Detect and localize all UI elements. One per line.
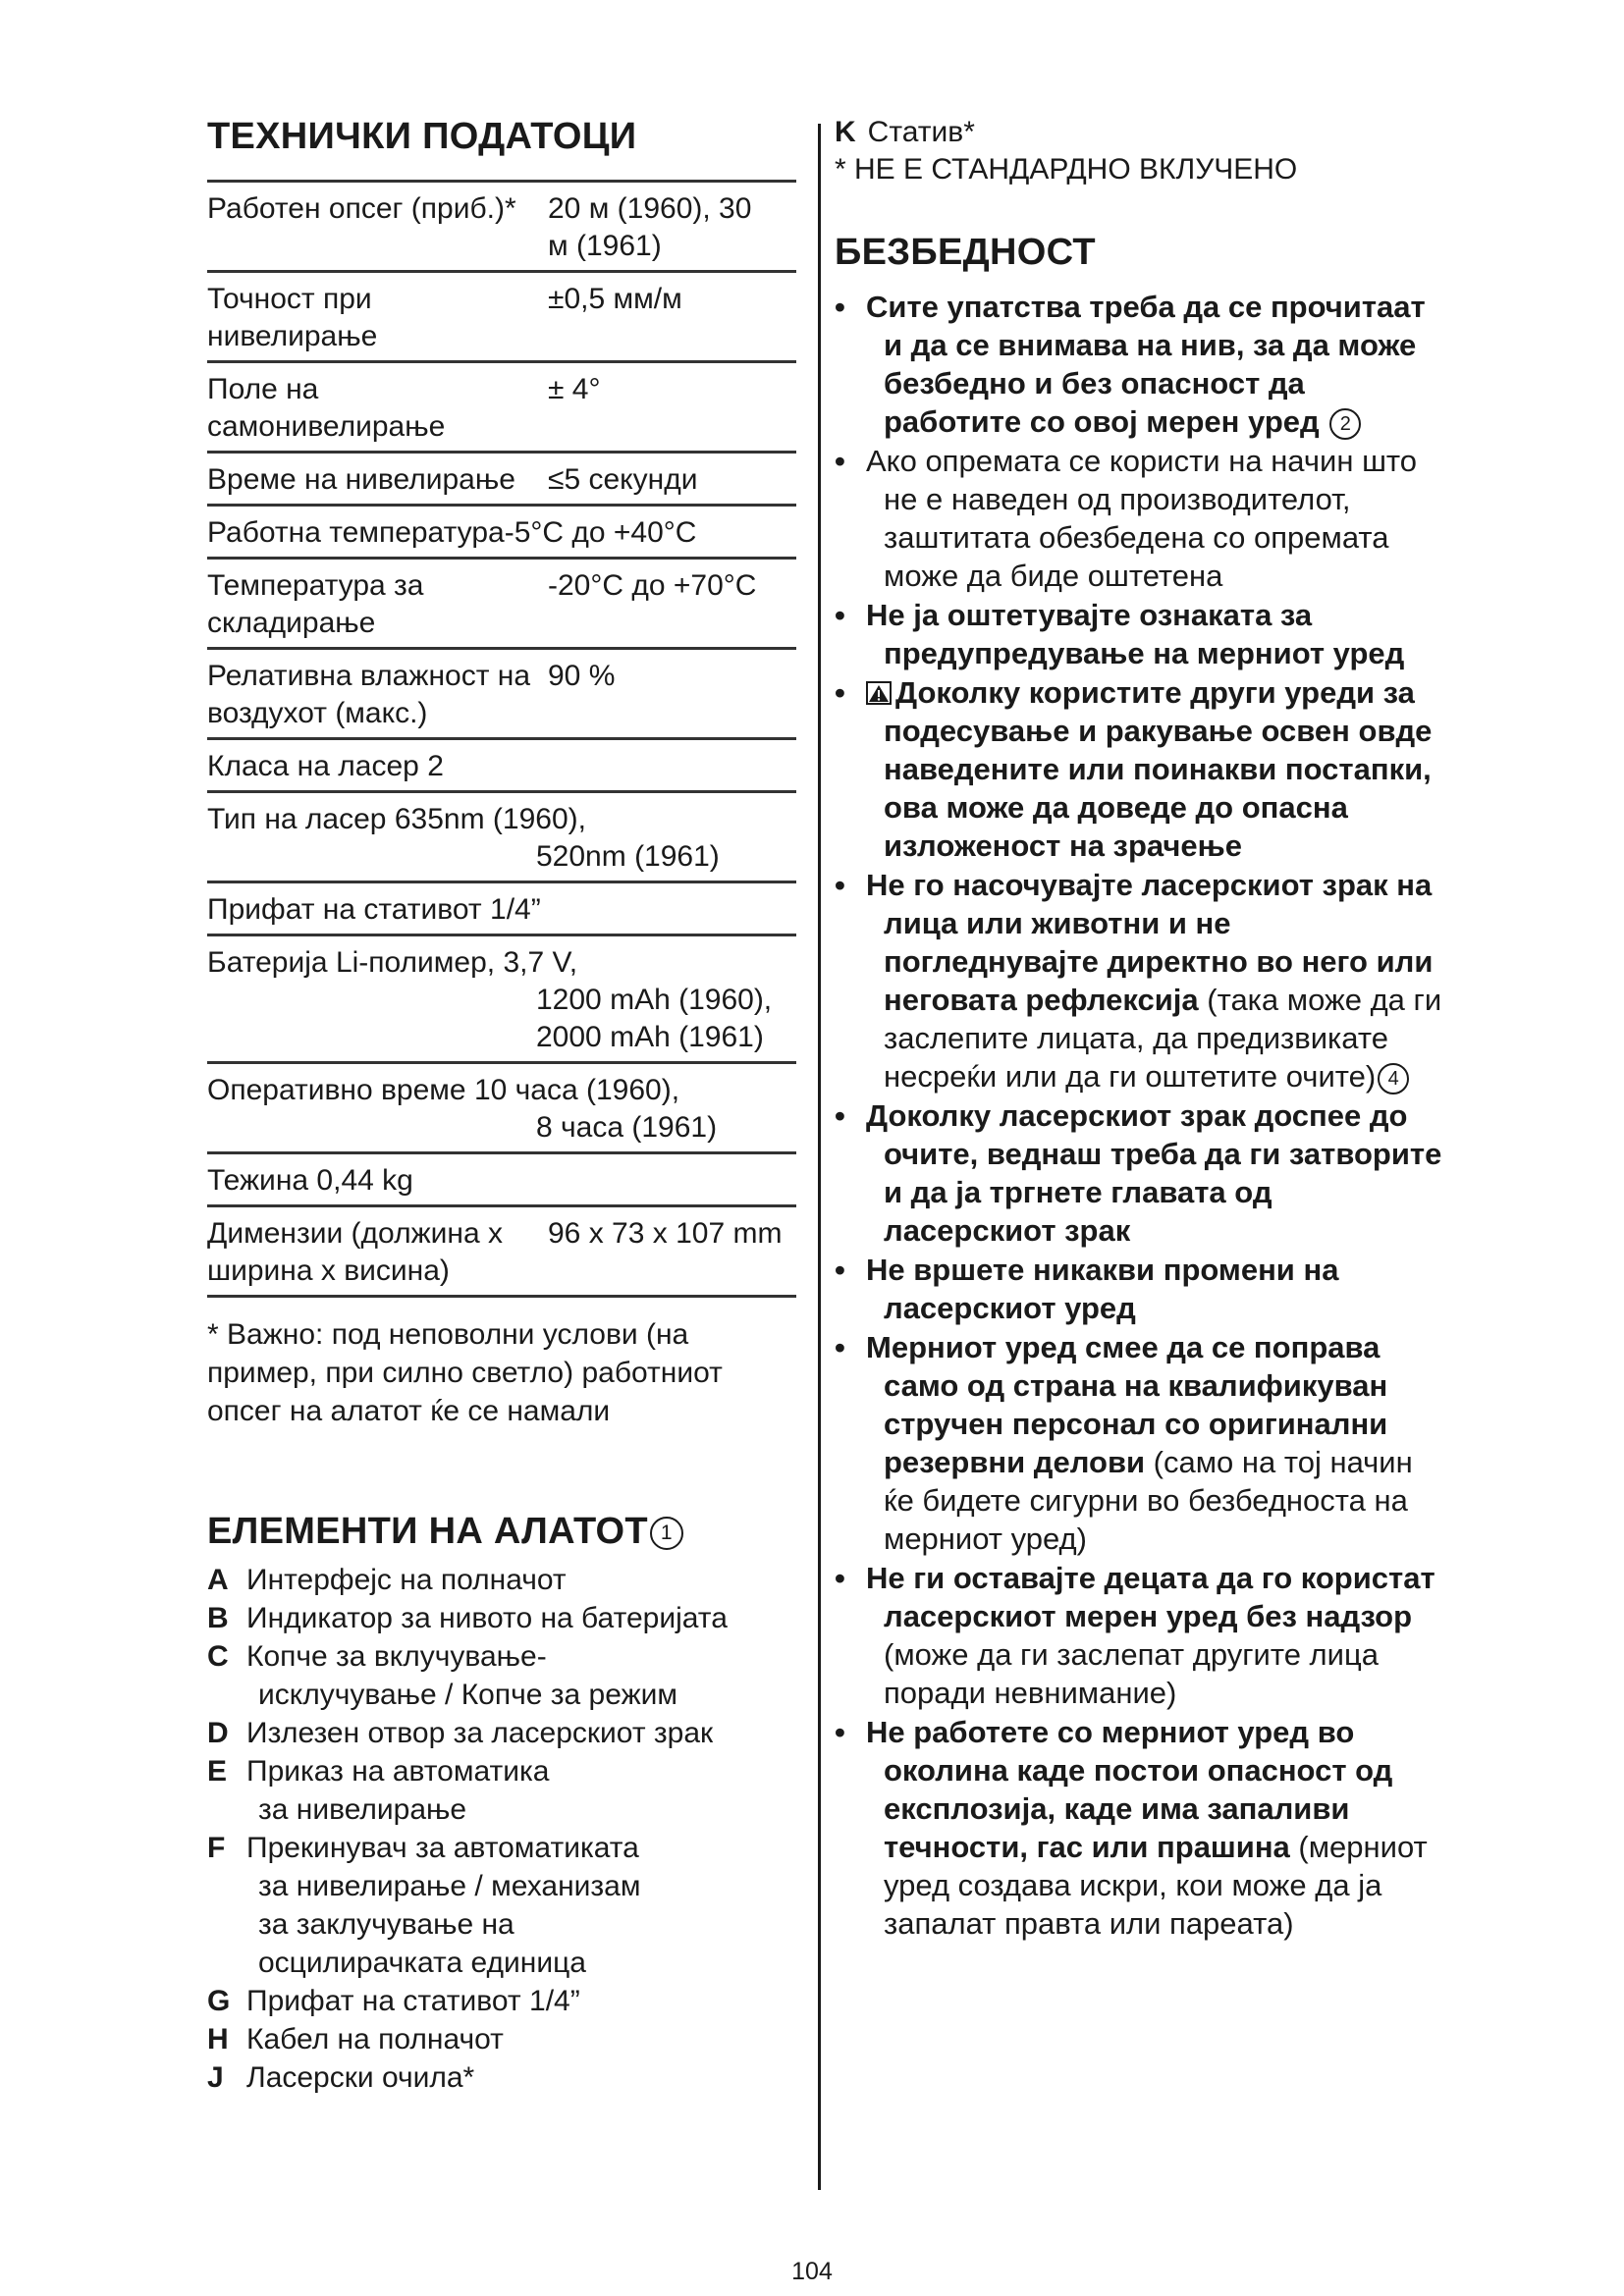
safety-text: (мерниот уред создава искри, кои може да ја запалат правта или пареата)	[884, 1830, 1428, 1941]
table-row	[207, 182, 796, 272]
spec-full-line	[207, 935, 796, 1063]
elements-title	[207, 1511, 796, 1553]
spec-full-line	[207, 1063, 796, 1153]
safety-bold-text: Не вршете никакви промени на ласерскиот уред	[866, 1253, 1339, 1325]
spec-value-cont: 2000 mAh (1961)	[536, 1021, 764, 1053]
safety-text: (така може да ги заслепите лицата, да предизвикате несреќи или да ги оштетите очите)	[884, 983, 1442, 1094]
part-key: C	[207, 1640, 229, 1673]
part-text: Индикатор за нивото на батеријата	[246, 1602, 728, 1634]
spec-value: 635nm (1960),	[394, 803, 586, 835]
spec-full-line	[207, 1153, 796, 1206]
part-key: E	[207, 1755, 228, 1788]
table-row	[207, 506, 796, 559]
part-key: D	[207, 1717, 229, 1749]
list-item	[835, 1713, 1443, 1943]
part-text-cont: за заклучување на	[258, 1908, 514, 1941]
spec-label: Време на нивелирање	[207, 463, 515, 496]
spec-label: Работен опсег (приб.)*	[207, 192, 516, 225]
part-text-cont: за нивелирање	[258, 1793, 467, 1826]
table-row	[207, 362, 796, 453]
part-text: Ласерски очила*	[246, 2061, 475, 2094]
part-key: F	[207, 1832, 226, 1864]
spec-value: 90 %	[548, 660, 616, 692]
spec-value-cont: 8 часа (1961)	[536, 1111, 718, 1144]
list-item	[835, 596, 1443, 672]
bullet: •	[835, 1098, 845, 1133]
part-text-cont: исклучување / Копче за режим	[258, 1679, 678, 1711]
safety-bold-text: Не ги оставајте децата да го користат ласерскиот мерен уред без надзор	[866, 1561, 1435, 1633]
safety-bold-text: Доколку користите други уреди за подесување и ракување освен овде наведените или поинакви постапки, ова може да доведе до опасна изложеност на зрачење	[884, 675, 1433, 863]
part-key: G	[207, 1985, 231, 2017]
part-text: Статив*	[867, 116, 975, 148]
list-item	[835, 442, 1443, 595]
spec-value: ± 4°	[548, 373, 601, 405]
list-item	[207, 1714, 796, 1752]
safety-bold-text: Не го насочувајте ласерскиот зрак на лица или животни и не погледнувајте директно во него или неговата рефлексија	[866, 868, 1434, 1017]
spec-value-cont: 1200 mAh (1960),	[536, 984, 773, 1016]
figure-ref-badge: 4	[1378, 1063, 1409, 1095]
list-item	[207, 1637, 796, 1714]
safety-title: БЕЗБЕДНОСТ	[835, 232, 1096, 273]
spec-full-line	[207, 792, 796, 882]
spec-value: 96 x 73 x 107 mm	[548, 1217, 783, 1250]
tech-data-title: ТЕХНИЧКИ ПОДАТОЦИ	[207, 116, 637, 157]
safety-bold-text: Доколку ласерскиот зрак доспее до очите, веднаш треба да ги затворите и да ја тргнете главата од ласерскиот зрак	[866, 1098, 1442, 1248]
spec-full-line	[207, 506, 796, 559]
spec-label: Работна температура	[207, 516, 505, 549]
bullet: •	[835, 1715, 845, 1749]
part-key: K	[835, 116, 856, 148]
spec-value: 0,44 kg	[316, 1164, 413, 1197]
spec-label: Поле на самонивелирање	[207, 373, 446, 443]
spec-value: -5°C до +40°C	[504, 516, 697, 549]
spec-label: Батерија	[207, 946, 328, 979]
part-key: A	[207, 1564, 229, 1596]
not-included-note: * НЕ Е СТАНДАРДНО ВКЛУЧЕНО	[835, 153, 1298, 186]
part-text: Интерфејс на полначот	[246, 1564, 567, 1596]
safety-bold-text: Не ја оштетувајте ознаката за предупредување на мерниот уред	[866, 598, 1405, 670]
elements-title-text: ЕЛЕМЕНТИ НА АЛАТОТ	[207, 1511, 648, 1552]
part-text: Прекинувач за автоматиката	[246, 1832, 639, 1864]
spec-value: Li-полимер, 3,7 V,	[335, 946, 578, 979]
page-number: 104	[791, 2258, 833, 2285]
table-row	[207, 272, 796, 362]
list-item	[207, 1829, 796, 1982]
list-item	[835, 1328, 1443, 1558]
spec-label: Температура за складирање	[207, 569, 424, 639]
safety-text: (може да ги заслепат другите лица поради невнимание)	[884, 1637, 1379, 1710]
laser-warning-icon	[866, 681, 892, 705]
column-divider	[818, 124, 821, 2190]
spec-value: 1/4”	[490, 893, 541, 926]
list-item	[207, 1561, 796, 1599]
safety-bold-text: Мерниот уред смее да се поправа само од страна на квалификуван стручен персонал со оригинални резервни делови	[866, 1330, 1388, 1479]
table-row	[207, 739, 796, 792]
list-item	[207, 1752, 796, 1829]
part-text: Излезен отвор за ласерскиот зрак	[246, 1717, 714, 1749]
left-column	[207, 108, 796, 2097]
spec-value: ±0,5 мм/м	[548, 283, 682, 315]
spec-label: Оперативно време	[207, 1074, 466, 1106]
bullet: •	[835, 1253, 845, 1287]
table-row	[207, 1206, 796, 1297]
table-row	[207, 935, 796, 1063]
list-item	[207, 1982, 796, 2020]
bullet: •	[835, 1561, 845, 1595]
spec-value: 10 часа (1960),	[473, 1074, 680, 1106]
part-text: Кабел на полначот	[246, 2023, 504, 2056]
safety-list	[835, 288, 1443, 1943]
spec-label: Димензии (должина x ширина x висина)	[207, 1217, 503, 1287]
safety-text: (само на тој начин ќе бидете сигурни во безбедноста на мерниот уред)	[884, 1445, 1413, 1556]
spec-full-line	[207, 739, 796, 792]
table-row	[207, 882, 796, 935]
spec-value: ≤5 секунди	[548, 463, 698, 496]
safety-text: Ако опремата се користи на начин што не е наведен од производителот, заштитата обезбедена со опремата може да биде оштетена	[866, 444, 1418, 593]
list-item	[835, 1096, 1443, 1250]
list-item	[835, 1559, 1443, 1712]
list-item	[835, 1251, 1443, 1327]
safety-bold-text: Не работете со мерниот уред во околина каде постои опасност од експлозија, каде има запаливи течности, гас или прашина	[866, 1715, 1393, 1864]
part-text: Приказ на автоматика	[246, 1755, 550, 1788]
table-row	[207, 453, 796, 506]
spec-label: Тежина	[207, 1164, 309, 1197]
spec-value: 20 м (1960), 30 м (1961)	[548, 192, 752, 262]
range-note: * Важно: под неповолни услови (на пример, при силно светло) работниот опсег на алатот ќе се намали	[207, 1318, 723, 1427]
bullet: •	[835, 598, 845, 632]
list-item	[835, 866, 1443, 1095]
bullet: •	[835, 675, 845, 710]
list-item	[835, 114, 1443, 151]
spec-label: Прифат на стативот	[207, 893, 482, 926]
spec-full-line	[207, 882, 796, 935]
bullet: •	[835, 868, 845, 902]
spec-value-cont: 520nm (1961)	[536, 840, 720, 873]
spec-label: Класа на ласер	[207, 750, 419, 782]
part-text: Копче за вклучување-	[246, 1640, 547, 1673]
right-column	[835, 114, 1443, 1944]
spec-value: -20°C до +70°C	[548, 569, 757, 602]
part-key: J	[207, 2061, 224, 2094]
table-row	[207, 1063, 796, 1153]
figure-ref-badge: 2	[1329, 408, 1361, 440]
list-item	[207, 2020, 796, 2058]
bullet: •	[835, 1330, 845, 1364]
part-key: H	[207, 2023, 229, 2056]
table-row	[207, 649, 796, 739]
figure-ref-badge: 1	[650, 1517, 683, 1550]
part-text-cont: осцилирачката единица	[258, 1947, 586, 1979]
bullet: •	[835, 444, 845, 478]
part-text-cont: за нивелирање / механизам	[258, 1870, 641, 1902]
part-text: Прифат на стативот 1/4”	[246, 1985, 580, 2017]
list-item	[835, 288, 1443, 441]
list-item	[207, 1599, 796, 1637]
list-item	[207, 2058, 796, 2097]
tech-data-table	[207, 180, 796, 1298]
spec-label: Точност при нивелирање	[207, 283, 378, 352]
spec-label: Релативна влажност на воздухот (макс.)	[207, 660, 531, 729]
table-row	[207, 1153, 796, 1206]
part-key: B	[207, 1602, 229, 1634]
table-row	[207, 559, 796, 649]
safety-bold-text: Сите упатства треба да се прочитаат и да се внимава на нив, за да може безбедно и без опасност да работите со овој мерен уред	[866, 290, 1426, 439]
bullet: •	[835, 290, 845, 324]
table-row	[207, 792, 796, 882]
list-item	[835, 673, 1443, 865]
spec-label: Тип на ласер	[207, 803, 387, 835]
parts-list	[207, 1561, 796, 2097]
spec-value: 2	[427, 750, 444, 782]
